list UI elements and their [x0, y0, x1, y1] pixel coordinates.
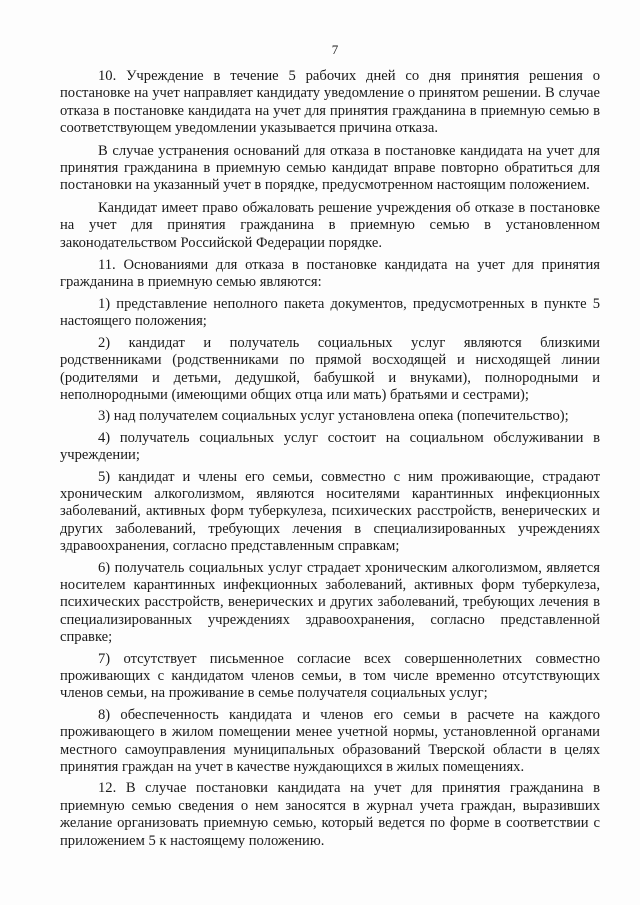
paragraph-11: 11. Основаниями для отказа в постановке кандидата на учет для принятия гражданина в приемную семью являются:: [60, 257, 600, 291]
list-item-7: 7) отсутствует письменное согласие всех совершеннолетних совместно проживающих с кандидатом членов семьи, в том числе временно отсутствующих членов семьи, на проживание в семье получателя социальных услуг;: [60, 650, 600, 702]
list-item-2: 2) кандидат и получатель социальных услуг являются близкими родственниками (родственниками по прямой восходящей и нисходящей линии (родителями и детьми, дедушкой, бабушкой и внуками), полнородными и неполнородными (имеющими общих отца или мать) братьями и сестрами);: [60, 334, 600, 403]
list-item-1: 1) представление неполного пакета документов, предусмотренных в пункте 5 настоящего положения;: [60, 295, 600, 330]
list-item-8: 8) обеспеченность кандидата и членов его семьи в расчете на каждого проживающего в жилом помещении менее учетной нормы, установленной органами местного самоуправления муниципальных образований Тверской области в целях принятия граждан на учет в качестве нуждающихся в жилых помещениях.: [60, 706, 600, 776]
list-item-5: 5) кандидат и члены его семьи, совместно с ним проживающие, страдают хроническим алкоголизмом, являются носителями карантинных инфекционных заболеваний, активных форм туберкулеза, психических расстройств, венерических и других заболеваний, требующих лечения в специализированных учреждениях здравоохранения, согласно представленным справкам;: [60, 468, 600, 555]
paragraph-12: 12. В случае постановки кандидата на учет для принятия гражданина в приемную семью сведения о нем заносятся в журнал учета граждан, выразивших желание организовать приемную семью, который ведется по форме в соответствии с приложением 5 к настоящему положению.: [60, 780, 600, 849]
paragraph-10: 10. Учреждение в течение 5 рабочих дней со дня принятия решения о постановке на учет направляет кандидату уведомление о принятом решении. В случае отказа в постановке кандидата на учет для принятия гражданина в приемную семью в соответствующем уведомлении указывается причина отказа.: [60, 68, 600, 137]
list-item-3: 3) над получателем социальных услуг установлена опека (попечительство);: [98, 408, 569, 425]
list-item-6: 6) получатель социальных услуг страдает хроническим алкоголизмом, является носителем карантинных инфекционных заболеваний, активных форм туберкулеза, психических расстройств, венерических и других заболеваний, требующих лечения в специализированных учреждениях здравоохранения, согласно представленной справке;: [60, 559, 600, 646]
list-item-4: 4) получатель социальных услуг состоит на социальном обслуживании в учреждении;: [60, 429, 600, 464]
page-number: 7: [331, 42, 339, 57]
paragraph-10-appeal: Кандидат имеет право обжаловать решение учреждения об отказе в постановке на учет для принятия гражданина в приемную семью в установленном законодательством Российской Федерации порядке.: [60, 199, 600, 251]
paragraph-10-resubmission: В случае устранения оснований для отказа в постановке кандидата на учет для принятия гражданина в приемную семью кандидат вправе повторно обратиться для постановки на указанный учет в порядке, предусмотренном настоящим положением.: [60, 142, 600, 194]
